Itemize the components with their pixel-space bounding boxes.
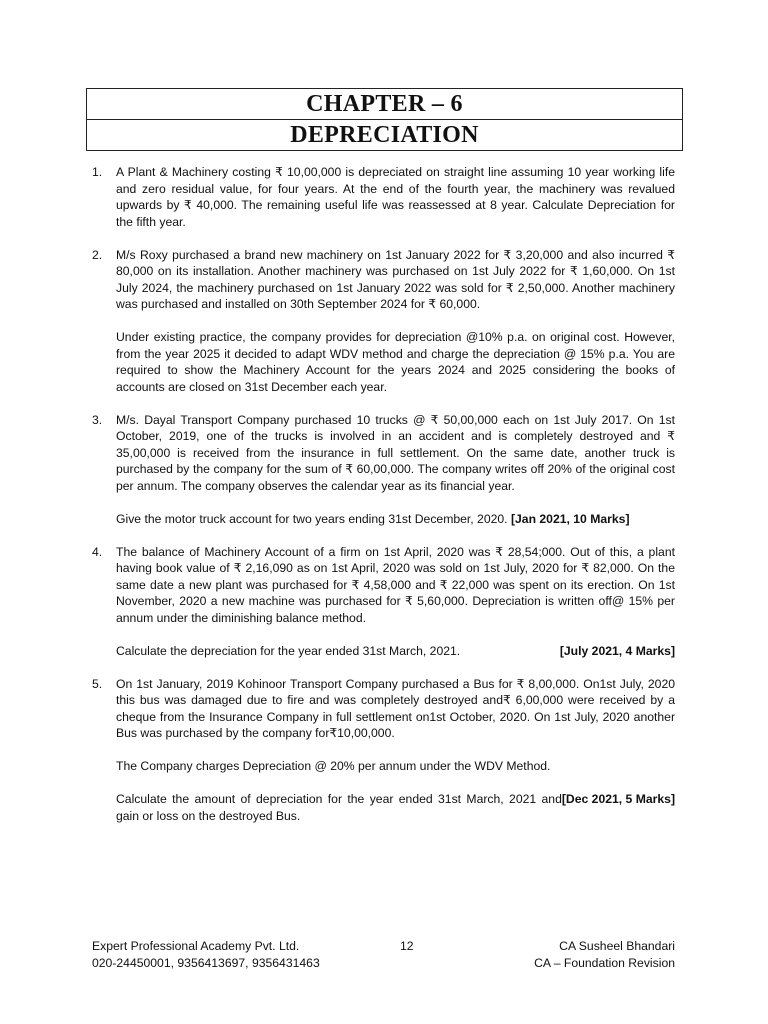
question-paragraph: [116, 164, 675, 230]
paragraph-text: M/s Roxy purchased a brand new machinery on 1st January 2022 for ₹ 3,20,000 and also incurred ₹ 80,000 on its installation. Another machinery was purchased on 1st July 2022 for ₹ 1,60,000. On 1st July 2024, the machinery purchased on 1st January 2022 was sold for ₹ 2,50,000. Another machinery was purchased and installed on 30th September 2024 for ₹ 60,000.: [116, 247, 675, 311]
question-number: 5.: [92, 676, 103, 691]
question-item: [92, 247, 675, 396]
question-item: [92, 544, 675, 660]
paragraph-text: Calculate the depreciation for the year ended 31st March, 2021.: [116, 643, 461, 658]
footer-phone-numbers: 020-24450001, 9356413697, 9356431463: [92, 955, 320, 970]
paragraph-text: Under existing practice, the company provides for depreciation @10% p.a. on original cost. However, from the year 2025 it decided to adapt WDV method and charge the depreciation @ 15% p.a. You are required to show the Machinery Account for the years 2024 and 2025 considering the books of accounts are closed on 31st December each year.: [116, 330, 675, 394]
footer-course-name: CA – Foundation Revision: [534, 955, 675, 970]
question-number: 3.: [92, 412, 103, 427]
question-item: [92, 676, 675, 825]
page-footer: [92, 938, 675, 971]
paragraph-text: Give the motor truck account for two years ending 31st December, 2020.: [116, 511, 511, 526]
question-number: 1.: [92, 165, 103, 179]
question-paragraph: [116, 247, 675, 313]
question-paragraph: [116, 544, 675, 627]
question-body: [116, 544, 675, 660]
question-paragraph: [116, 643, 675, 660]
question-body: [116, 676, 675, 825]
paragraph-text: A Plant & Machinery costing ₹ 10,00,000 is depreciated on straight line assuming 10 year working life and zero residual value, for four years. At the end of the fourth year, the machinery was revalued upwards by ₹ 40,000. The remaining useful life was reassessed at 8 year. Calculate Depreciation for the fifth year.: [116, 165, 675, 229]
paragraph-text: The balance of Machinery Account of a firm on 1st April, 2020 was ₹ 28,54;000. Out of this, a plant having book value of ₹ 2,16,090 as on 1st April, 2020 was sold on 1st July, 2020 for ₹ 82,000. On the same date a new plant was purchased for ₹ 4,58,000 and ₹ 22,000 was spent on its erection. On 1st November, 2020 a new machine was purchased for ₹ 5,60,000. Depreciation is written off@ 15% per annum under the diminishing balance method.: [116, 544, 675, 625]
paragraph-text: On 1st January, 2019 Kohinoor Transport Company purchased a Bus for ₹ 8,00,000. On1st July, 2020 this bus was damaged due to fire and was completely destroyed and₹ 6,00,000 were received by a cheque from the Insurance Company in full settlement on1st October, 2020. On 1st July, 2020 another Bus was purchased by the company for₹10,00,000.: [116, 676, 675, 740]
footer-author: CA Susheel Bhandari: [559, 939, 675, 953]
chapter-title-box: [86, 88, 683, 151]
question-paragraph: [116, 511, 675, 528]
question-body: [116, 247, 675, 396]
question-paragraph: [116, 758, 675, 775]
question-paragraph: [116, 329, 675, 395]
question-body: [116, 412, 675, 528]
chapter-title: DEPRECIATION: [87, 119, 682, 150]
question-number: 2.: [92, 247, 103, 262]
question-paragraph: [116, 412, 675, 495]
marks-reference: [Jan 2021, 10 Marks]: [510, 511, 630, 526]
footer-academy-name: Expert Professional Academy Pvt. Ltd.: [92, 939, 300, 953]
paragraph-text: M/s. Dayal Transport Company purchased 10 trucks @ ₹ 50,00,000 each on 1st July 2017. On 1st October, 2019, one of the trucks is involved in an accident and is completely destroyed and ₹ 35,00,000 is received from the insurance in full settlement. On the same date, another truck is purchased by the company for the sum of ₹ 60,00,000. The company writes off 20% of the original cost per annum. The company observes the calendar year as its financial year.: [116, 412, 675, 493]
page-number: 12: [400, 939, 414, 953]
paragraph-text: The Company charges Depreciation @ 20% per annum under the WDV Method.: [116, 759, 551, 773]
question-number: 4.: [92, 544, 103, 559]
question-item: [92, 412, 675, 528]
question-paragraph: [116, 791, 675, 824]
marks-reference: [Dec 2021, 5 Marks]: [561, 792, 675, 806]
questions-list: [92, 164, 675, 841]
question-item: [92, 164, 675, 230]
chapter-heading: CHAPTER – 6: [306, 90, 463, 117]
question-paragraph: [116, 676, 675, 742]
marks-reference: [July 2021, 4 Marks]: [559, 643, 675, 658]
question-body: [116, 164, 675, 230]
paragraph-text: Calculate the amount of depreciation for the year ended 31st March, 2021 and gain or loss on the destroyed Bus.: [116, 792, 562, 823]
